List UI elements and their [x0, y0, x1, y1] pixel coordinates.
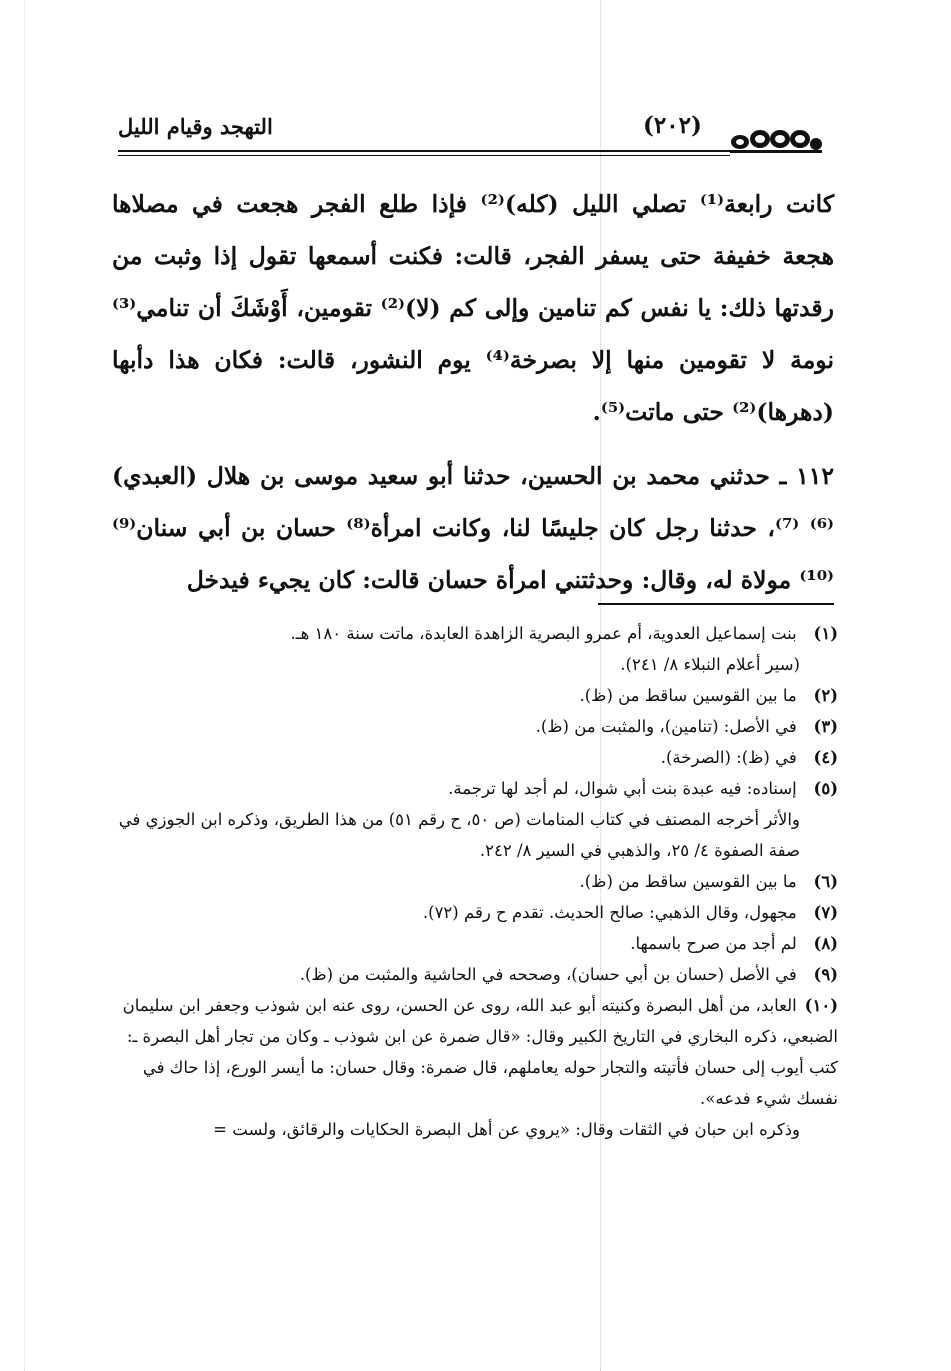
page-header	[118, 108, 828, 148]
footnote-5-cont: والأثر أخرجه المصنف في كتاب المنامات (ص ٥٠، ح رقم ٥١) من هذا الطريق، وذكره ابن الجوزي في صفة الصفوة ٤/ ٢٥، والذهبي في السير ٨/ ٢٤٢.	[118, 810, 800, 860]
footnote-1: (١) بنت إسماعيل العدوية، أم عمرو البصرية الزاهدة العابدة، ماتت سنة ١٨٠ هـ.	[290, 624, 838, 643]
page-number: (٢٠٢)	[643, 112, 702, 139]
footnote-5: (٥) إسناده: فيه عبدة بنت أبي شوال، لم أجد لها ترجمة.	[448, 779, 838, 798]
footnotes	[110, 618, 838, 1145]
footnote-separator	[598, 603, 834, 605]
main-text	[112, 178, 834, 606]
footnote-6: (٦) ما بين القوسين ساقط من (ظ).	[579, 872, 838, 891]
footnote-3: (٣) في الأصل: (تنامين)، والمثبت من (ظ).	[535, 717, 838, 736]
footnote-9: (٩) في الأصل (حسان بن أبي حسان)، وصححه في الحاشية والمثبت من (ظ).	[299, 965, 838, 984]
footnote-1-cont: (سير أعلام النبلاء ٨/ ٢٤١).	[620, 655, 800, 674]
footnote-2: (٢) ما بين القوسين ساقط من (ظ).	[579, 686, 838, 705]
footnote-10: (١٠) العابد، من أهل البصرة وكنيته أبو عبد الله، روى عن الحسن، روى عنه ابن شوذب وجعفر ابن سليمان الضبعي، ذكره البخاري في التاريخ الكبير وقال: «قال ضمرة عن ابن شوذب ـ وكان من تجار أهل البصرة ـ: كتب أيوب إلى حسان فأتيته والتجار حوله يعاملهم، قال ضمرة: وقال حسان: ما أيسر الورع، إذا حاك في نفسك شيء فدعه».	[122, 996, 838, 1108]
footnote-8: (٨) لم أجد من صرح باسمها.	[630, 934, 838, 953]
header-rule	[118, 150, 730, 152]
running-title: التهجد وقيام الليل	[118, 114, 273, 139]
footnote-7: (٧) مجهول، وقال الذهبي: صالح الحديث. تقدم ح رقم (٧٢).	[422, 903, 838, 922]
paragraph-rabia: كانت رابعة⁽¹⁾ تصلي الليل (كله)⁽²⁾ فإذا طلع الفجر هجعت في مصلاها هجعة خفيفة حتى يسفر الفجر، قالت: فكنت أسمعها تقول إذا وثبت من رقدتها ذلك: يا نفس كم تنامين وإلى كم (لا)⁽²⁾ تقومين، أَوْشَكَ أن تنامي⁽³⁾ نومة لا تقومين منها إلا بصرخة⁽⁴⁾ يوم النشور، قالت: فكان هذا دأبها (دهرها)⁽²⁾ حتى ماتت⁽⁵⁾.	[112, 190, 835, 426]
header-rule-thin	[118, 155, 730, 156]
paragraph-112: ١١٢ ـ حدثني محمد بن الحسين، حدثنا أبو سعيد موسى بن هلال (العبدي)⁽⁶⁾ ⁽⁷⁾، حدثنا رجل كان جليسًا لنا، وكانت امرأة⁽⁸⁾ حسان بن أبي سنان⁽⁹⁾ ⁽¹⁰⁾ مولاة له، وقال: وحدثتني امرأة حسان قالت: كان يجيء فيدخل	[112, 462, 835, 594]
footnote-4: (٤) في (ظ): (الصرخة).	[660, 748, 838, 767]
scan-edge-line	[24, 0, 25, 1371]
footnote-10-cont: وذكره ابن حبان في الثقات وقال: «يروي عن أهل البصرة الحكايات والرقائق، ولست =	[213, 1120, 800, 1139]
header-ornament-icon	[730, 122, 822, 156]
